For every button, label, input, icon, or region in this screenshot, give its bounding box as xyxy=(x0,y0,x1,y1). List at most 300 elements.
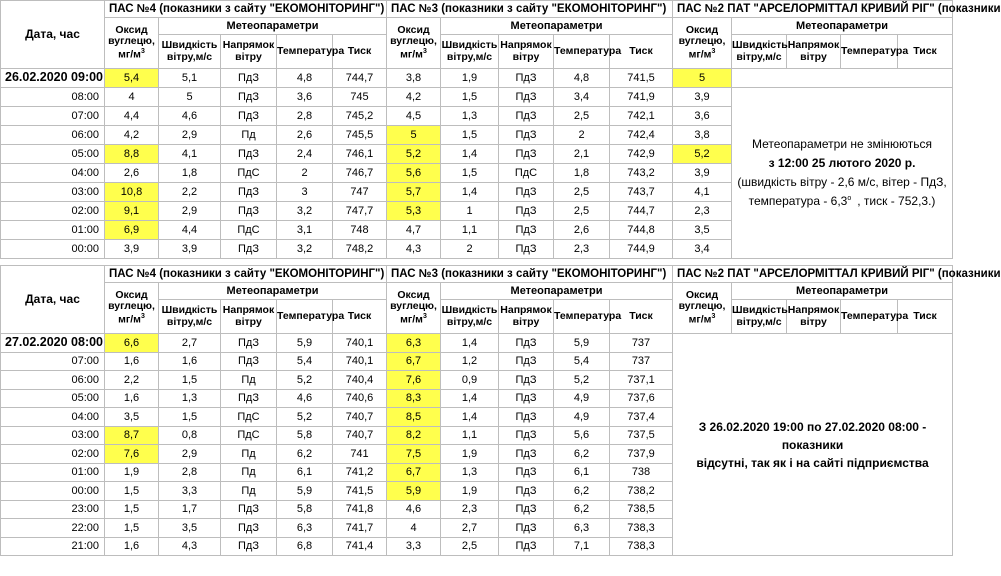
pas3-co-value: 5 xyxy=(387,126,441,145)
pas2-header: ПАС №2 ПАТ "АРСЕЛОРМІТТАЛ КРИВИЙ РІГ" (показники xyxy=(673,1,953,18)
co-header: Оксид вуглецю, $мг/м^3$ xyxy=(673,18,732,69)
pas3-co-value: 5,3 xyxy=(387,202,441,221)
pas4-co-value: 4,4 xyxy=(105,107,159,126)
row-datetime: 06:00 xyxy=(1,371,105,390)
co-header: Оксид вуглецю, $мг/м^3$ xyxy=(105,283,159,334)
pas4-wind-dir-value: ПдС xyxy=(221,164,277,183)
pas3-pressure-value: 738,3 xyxy=(610,537,673,556)
pas4-pressure-value: 741,8 xyxy=(333,500,387,519)
pas3-pressure-value: 737,1 xyxy=(610,371,673,390)
pas4-wind-dir-value: Пд xyxy=(221,126,277,145)
pas4-wind-speed-value: 4,3 xyxy=(159,537,221,556)
pas4-pressure-value: 740,6 xyxy=(333,389,387,408)
pressure-header: Тиск xyxy=(333,300,387,334)
note-line: Метеопараметри не змінюються xyxy=(752,136,933,151)
pas4-temp-value: 6,8 xyxy=(277,537,333,556)
meteo-header: Метеопараметри xyxy=(441,283,673,300)
pas4-temp-value: 3,2 xyxy=(277,202,333,221)
pas4-pressure-value: 747 xyxy=(333,183,387,202)
pressure-header: Тиск xyxy=(333,35,387,69)
pas3-co-value: 8,3 xyxy=(387,389,441,408)
co-header: Оксид вуглецю, $мг/м^3$ xyxy=(105,18,159,69)
pas3-pressure-value: 737 xyxy=(610,334,673,353)
meteo-header: Метеопараметри xyxy=(732,283,953,300)
pas4-pressure-value: 741,4 xyxy=(333,537,387,556)
pas2-co-value: 3,8 xyxy=(673,126,732,145)
pas4-wind-dir-value: ПдЗ xyxy=(221,88,277,107)
pas4-temp-value: 5,9 xyxy=(277,482,333,501)
pas4-temp-value: 2,4 xyxy=(277,145,333,164)
pas4-co-value: 1,6 xyxy=(105,537,159,556)
pas3-wind-dir-value: ПдЗ xyxy=(499,408,554,427)
date-header: Дата, час xyxy=(1,1,105,69)
pas3-pressure-value: 738,2 xyxy=(610,482,673,501)
pas3-wind-dir-value: ПдЗ xyxy=(499,500,554,519)
table-row xyxy=(1,334,953,353)
pas2-co-value: 5,2 xyxy=(673,145,732,164)
pas4-wind-dir-value: ПдЗ xyxy=(221,183,277,202)
pas3-temp-value: 4,9 xyxy=(554,408,610,427)
pas3-pressure-value: 742,9 xyxy=(610,145,673,164)
row-datetime: 07:00 xyxy=(1,107,105,126)
pas3-temp-value: 6,2 xyxy=(554,482,610,501)
pas3-wind-speed-value: 1,5 xyxy=(441,126,499,145)
pas4-wind-speed-value: 3,5 xyxy=(159,519,221,538)
pas3-co-value: 4,5 xyxy=(387,107,441,126)
pas3-temp-value: 2,5 xyxy=(554,107,610,126)
pas4-temp-value: 5,2 xyxy=(277,408,333,427)
row-datetime: 22:00 xyxy=(1,519,105,538)
row-datetime: 05:00 xyxy=(1,145,105,164)
pas3-wind-dir-value: ПдЗ xyxy=(499,221,554,240)
date-header: Дата, час xyxy=(1,266,105,334)
pas4-wind-dir-value: Пд xyxy=(221,445,277,464)
pas3-wind-dir-value: ПдЗ xyxy=(499,371,554,390)
pas4-temp-value: 5,8 xyxy=(277,500,333,519)
pas4-wind-speed-value: 3,9 xyxy=(159,240,221,259)
pas3-pressure-value: 741,5 xyxy=(610,69,673,88)
pas4-wind-dir-value: ПдЗ xyxy=(221,500,277,519)
meteo-header: Метеопараметри xyxy=(441,18,673,35)
table-row xyxy=(1,88,953,107)
wind-dir-header: Напрямок вітру xyxy=(221,35,277,69)
row-datetime: 00:00 xyxy=(1,240,105,259)
meteo-header: Метеопараметри xyxy=(159,283,387,300)
wind-dir-header: Напрямок вітру xyxy=(221,300,277,334)
pas2-co-value: 2,3 xyxy=(673,202,732,221)
wind-speed-header: Швидкість вітру,м/с xyxy=(159,300,221,334)
pas4-pressure-value: 741,2 xyxy=(333,463,387,482)
temp-header: Температура xyxy=(841,35,898,69)
pas3-co-value: 5,6 xyxy=(387,164,441,183)
pas3-wind-dir-value: ПдЗ xyxy=(499,352,554,371)
pas2-co-value: 3,4 xyxy=(673,240,732,259)
pas4-wind-speed-value: 2,9 xyxy=(159,445,221,464)
pas3-header: ПАС №3 (показники з сайту "ЕКОМОНІТОРИНГ") xyxy=(387,266,673,283)
pas3-co-value: 4,7 xyxy=(387,221,441,240)
pas4-wind-speed-value: 1,5 xyxy=(159,371,221,390)
row-datetime: 02:00 xyxy=(1,445,105,464)
pas3-wind-dir-value: ПдЗ xyxy=(499,145,554,164)
pas4-pressure-value: 740,4 xyxy=(333,371,387,390)
pas4-temp-value: 6,3 xyxy=(277,519,333,538)
pas3-pressure-value: 742,4 xyxy=(610,126,673,145)
note-line: З 26.02.2020 19:00 по 27.02.2020 08:00 - показники xyxy=(698,419,927,452)
pas4-wind-dir-value: Пд xyxy=(221,482,277,501)
pas4-pressure-value: 745,2 xyxy=(333,107,387,126)
pas3-wind-dir-value: ПдЗ xyxy=(499,69,554,88)
pas3-pressure-value: 742,1 xyxy=(610,107,673,126)
pas4-temp-value: 3,1 xyxy=(277,221,333,240)
pas4-temp-value: 6,2 xyxy=(277,445,333,464)
pas3-temp-value: 5,4 xyxy=(554,352,610,371)
pas3-co-value: 7,5 xyxy=(387,445,441,464)
pas4-wind-speed-value: 2,9 xyxy=(159,126,221,145)
pas3-pressure-value: 738 xyxy=(610,463,673,482)
pas4-wind-speed-value: 4,4 xyxy=(159,221,221,240)
pas3-wind-dir-value: ПдЗ xyxy=(499,126,554,145)
pas4-wind-speed-value: 1,5 xyxy=(159,408,221,427)
pas3-co-value: 4 xyxy=(387,519,441,538)
pas4-co-value: 1,5 xyxy=(105,519,159,538)
pas4-temp-value: 2 xyxy=(277,164,333,183)
pas3-pressure-value: 737,5 xyxy=(610,426,673,445)
pas4-wind-dir-value: ПдЗ xyxy=(221,69,277,88)
pas3-temp-value: 2,5 xyxy=(554,183,610,202)
pas4-co-value: 8,8 xyxy=(105,145,159,164)
pas4-wind-dir-value: ПдЗ xyxy=(221,389,277,408)
wind-speed-header: Швидкість вітру,м/с xyxy=(441,35,499,69)
pas4-temp-value: 4,6 xyxy=(277,389,333,408)
pas3-temp-value: 3,4 xyxy=(554,88,610,107)
table-block-2 xyxy=(0,265,1001,556)
pas3-wind-speed-value: 1,5 xyxy=(441,88,499,107)
pas2-co-value: 3,6 xyxy=(673,107,732,126)
pas3-wind-speed-value: 1,9 xyxy=(441,482,499,501)
pas3-pressure-value: 737,9 xyxy=(610,445,673,464)
pas3-co-value: 5,7 xyxy=(387,183,441,202)
pas3-co-value: 6,7 xyxy=(387,352,441,371)
pas3-pressure-value: 743,2 xyxy=(610,164,673,183)
pas4-co-value: 9,1 xyxy=(105,202,159,221)
pas2-co-value: 5 xyxy=(673,69,732,88)
pas3-co-value: 5,9 xyxy=(387,482,441,501)
pas3-co-value: 8,2 xyxy=(387,426,441,445)
pressure-header: Тиск xyxy=(610,300,673,334)
pas4-wind-speed-value: 1,3 xyxy=(159,389,221,408)
pressure-header: Тиск xyxy=(610,35,673,69)
pas4-wind-speed-value: 5,1 xyxy=(159,69,221,88)
note-line: (швидкість вітру - 2,6 м/с, вітер - ПдЗ, xyxy=(737,175,947,189)
pas3-wind-dir-value: ПдЗ xyxy=(499,88,554,107)
pas3-pressure-value: 738,3 xyxy=(610,519,673,538)
pas3-temp-value: 6,3 xyxy=(554,519,610,538)
row-datetime: 06:00 xyxy=(1,126,105,145)
row-datetime: 05:00 xyxy=(1,389,105,408)
pas4-wind-speed-value: 2,9 xyxy=(159,202,221,221)
note-line: з 12:00 25 лютого 2020 р. xyxy=(768,155,916,170)
pas3-temp-value: 2,5 xyxy=(554,202,610,221)
pas3-wind-dir-value: ПдЗ xyxy=(499,482,554,501)
pas3-wind-dir-value: ПдЗ xyxy=(499,463,554,482)
pas4-wind-speed-value: 2,2 xyxy=(159,183,221,202)
temp-header: Температура xyxy=(841,300,898,334)
pas3-temp-value: 1,8 xyxy=(554,164,610,183)
wind-speed-header: Швидкість вітру,м/с xyxy=(441,300,499,334)
pas4-wind-dir-value: ПдЗ xyxy=(221,240,277,259)
pas3-wind-speed-value: 0,9 xyxy=(441,371,499,390)
row-datetime: 02:00 xyxy=(1,202,105,221)
wind-dir-header: Напрямок вітру xyxy=(499,35,554,69)
pas4-co-value: 3,9 xyxy=(105,240,159,259)
pas3-temp-value: 7,1 xyxy=(554,537,610,556)
pas3-pressure-value: 744,9 xyxy=(610,240,673,259)
row-datetime: 03:00 xyxy=(1,426,105,445)
pas3-header: ПАС №3 (показники з сайту "ЕКОМОНІТОРИНГ") xyxy=(387,1,673,18)
pas4-co-value: 6,9 xyxy=(105,221,159,240)
pas3-wind-speed-value: 1,4 xyxy=(441,408,499,427)
wind-dir-header: Напрямок вітру xyxy=(499,300,554,334)
pas3-wind-dir-value: ПдЗ xyxy=(499,389,554,408)
note-line: відсутні, так як і на сайті підприємства xyxy=(696,455,929,470)
pas4-temp-value: 3,6 xyxy=(277,88,333,107)
missing-data-note xyxy=(673,334,953,556)
pas4-temp-value: 5,2 xyxy=(277,371,333,390)
co-header: Оксид вуглецю, $мг/м^3$ xyxy=(387,18,441,69)
pas3-co-value: 6,3 xyxy=(387,334,441,353)
pas4-wind-dir-value: ПдЗ xyxy=(221,519,277,538)
wind-dir-header: Напрямок вітру xyxy=(787,300,841,334)
pas3-wind-dir-value: ПдЗ xyxy=(499,445,554,464)
pas4-pressure-value: 748,2 xyxy=(333,240,387,259)
meteo-header: Метеопараметри xyxy=(159,18,387,35)
row-datetime: 23:00 xyxy=(1,500,105,519)
pas4-wind-dir-value: Пд xyxy=(221,463,277,482)
pas4-temp-value: 6,1 xyxy=(277,463,333,482)
pas3-wind-speed-value: 1,4 xyxy=(441,183,499,202)
pas4-temp-value: 4,8 xyxy=(277,69,333,88)
pas4-wind-speed-value: 1,8 xyxy=(159,164,221,183)
pas4-wind-dir-value: ПдЗ xyxy=(221,334,277,353)
pas4-co-value: 6,6 xyxy=(105,334,159,353)
pas2-empty-meteo xyxy=(732,69,953,88)
wind-dir-header: Напрямок вітру xyxy=(787,35,841,69)
pas3-temp-value: 6,2 xyxy=(554,500,610,519)
pas3-wind-dir-value: ПдЗ xyxy=(499,202,554,221)
pas4-wind-dir-value: ПдЗ xyxy=(221,537,277,556)
pas4-wind-speed-value: 4,6 xyxy=(159,107,221,126)
pas3-temp-value: 5,9 xyxy=(554,334,610,353)
wind-speed-header: Швидкість вітру,м/с xyxy=(159,35,221,69)
temp-header: Температура xyxy=(554,35,610,69)
pas4-co-value: 4 xyxy=(105,88,159,107)
pas4-co-value: 10,8 xyxy=(105,183,159,202)
pas3-wind-dir-value: ПдЗ xyxy=(499,334,554,353)
pas3-wind-speed-value: 1,4 xyxy=(441,334,499,353)
pas3-wind-speed-value: 1,2 xyxy=(441,352,499,371)
pas3-wind-dir-value: ПдС xyxy=(499,164,554,183)
note-line: температура - $6,3^о$ , тиск - 752,3.) xyxy=(748,194,936,209)
row-datetime: 03:00 xyxy=(1,183,105,202)
pas4-wind-speed-value: 3,3 xyxy=(159,482,221,501)
pas4-pressure-value: 745 xyxy=(333,88,387,107)
pressure-header: Тиск xyxy=(898,35,953,69)
pas3-temp-value: 5,2 xyxy=(554,371,610,390)
pas3-wind-speed-value: 1,1 xyxy=(441,221,499,240)
pas3-wind-speed-value: 1,9 xyxy=(441,445,499,464)
pas4-co-value: 1,5 xyxy=(105,500,159,519)
pas3-wind-speed-value: 1,1 xyxy=(441,426,499,445)
pas2-header: ПАС №2 ПАТ "АРСЕЛОРМІТТАЛ КРИВИЙ РІГ" (показники xyxy=(673,266,953,283)
pas4-co-value: 3,5 xyxy=(105,408,159,427)
block-2-rows xyxy=(1,334,953,556)
pas4-co-value: 1,9 xyxy=(105,463,159,482)
pas3-pressure-value: 744,7 xyxy=(610,202,673,221)
row-datetime: 04:00 xyxy=(1,408,105,427)
row-datetime: 27.02.2020 08:00 xyxy=(1,334,105,353)
pas3-temp-value: 4,9 xyxy=(554,389,610,408)
pas3-wind-dir-value: ПдЗ xyxy=(499,537,554,556)
pas4-pressure-value: 746,7 xyxy=(333,164,387,183)
pas3-wind-speed-value: 2 xyxy=(441,240,499,259)
co-header: Оксид вуглецю, $мг/м^3$ xyxy=(387,283,441,334)
pas4-wind-dir-value: ПдС xyxy=(221,408,277,427)
pas4-pressure-value: 748 xyxy=(333,221,387,240)
pas4-wind-dir-value: ПдЗ xyxy=(221,202,277,221)
row-datetime: 26.02.2020 09:00 xyxy=(1,69,105,88)
pas3-co-value: 3,3 xyxy=(387,537,441,556)
pas4-wind-dir-value: ПдЗ xyxy=(221,107,277,126)
pas4-co-value: 1,5 xyxy=(105,482,159,501)
pas4-temp-value: 2,8 xyxy=(277,107,333,126)
pas3-temp-value: 5,6 xyxy=(554,426,610,445)
pas3-temp-value: 2,1 xyxy=(554,145,610,164)
pas3-wind-speed-value: 1,4 xyxy=(441,145,499,164)
row-datetime: 01:00 xyxy=(1,221,105,240)
pressure-header: Тиск xyxy=(898,300,953,334)
pas3-wind-speed-value: 1,3 xyxy=(441,107,499,126)
pas4-co-value: 8,7 xyxy=(105,426,159,445)
row-datetime: 00:00 xyxy=(1,482,105,501)
pas4-temp-value: 5,9 xyxy=(277,334,333,353)
pas4-pressure-value: 741 xyxy=(333,445,387,464)
pas4-wind-speed-value: 1,6 xyxy=(159,352,221,371)
pas2-co-value: 3,9 xyxy=(673,164,732,183)
pas3-co-value: 6,7 xyxy=(387,463,441,482)
pas4-wind-dir-value: ПдС xyxy=(221,426,277,445)
pas3-temp-value: 2,3 xyxy=(554,240,610,259)
pas3-wind-speed-value: 1 xyxy=(441,202,499,221)
pas3-co-value: 4,3 xyxy=(387,240,441,259)
pas4-temp-value: 3 xyxy=(277,183,333,202)
row-datetime: 04:00 xyxy=(1,164,105,183)
pas3-wind-speed-value: 2,5 xyxy=(441,537,499,556)
pas3-wind-dir-value: ПдЗ xyxy=(499,183,554,202)
pas3-co-value: 5,2 xyxy=(387,145,441,164)
pas3-pressure-value: 741,9 xyxy=(610,88,673,107)
pas3-temp-value: 6,1 xyxy=(554,463,610,482)
wind-speed-header: Швидкість вітру,м/с xyxy=(732,35,787,69)
block-1-rows xyxy=(1,69,953,259)
pas4-co-value: 7,6 xyxy=(105,445,159,464)
pas4-wind-speed-value: 2,8 xyxy=(159,463,221,482)
table-row xyxy=(1,69,953,88)
row-datetime: 01:00 xyxy=(1,463,105,482)
temp-header: Температура xyxy=(554,300,610,334)
temp-header: Температура xyxy=(277,35,333,69)
pas3-co-value: 8,5 xyxy=(387,408,441,427)
row-datetime: 08:00 xyxy=(1,88,105,107)
pas4-pressure-value: 740,7 xyxy=(333,408,387,427)
pas3-wind-speed-value: 1,5 xyxy=(441,164,499,183)
pas3-wind-speed-value: 1,4 xyxy=(441,389,499,408)
pas3-temp-value: 2 xyxy=(554,126,610,145)
pas3-co-value: 7,6 xyxy=(387,371,441,390)
row-datetime: 07:00 xyxy=(1,352,105,371)
pas3-co-value: 3,8 xyxy=(387,69,441,88)
pas3-wind-speed-value: 1,9 xyxy=(441,69,499,88)
pas3-co-value: 4,2 xyxy=(387,88,441,107)
pas4-pressure-value: 741,5 xyxy=(333,482,387,501)
row-datetime: 21:00 xyxy=(1,537,105,556)
pas3-wind-dir-value: ПдЗ xyxy=(499,519,554,538)
pas4-pressure-value: 745,5 xyxy=(333,126,387,145)
table-block-1 xyxy=(0,0,1001,259)
pas4-temp-value: 5,4 xyxy=(277,352,333,371)
pas4-pressure-value: 740,1 xyxy=(333,334,387,353)
pas4-pressure-value: 744,7 xyxy=(333,69,387,88)
pas4-wind-speed-value: 5 xyxy=(159,88,221,107)
pas4-header: ПАС №4 (показники з сайту "ЕКОМОНІТОРИНГ") xyxy=(105,1,387,18)
pas4-pressure-value: 747,7 xyxy=(333,202,387,221)
pas3-pressure-value: 743,7 xyxy=(610,183,673,202)
pas4-co-value: 4,2 xyxy=(105,126,159,145)
pas4-temp-value: 3,2 xyxy=(277,240,333,259)
pas3-temp-value: 2,6 xyxy=(554,221,610,240)
pas3-pressure-value: 737,4 xyxy=(610,408,673,427)
pas4-wind-dir-value: ПдС xyxy=(221,221,277,240)
pas3-pressure-value: 738,5 xyxy=(610,500,673,519)
pas4-wind-dir-value: ПдЗ xyxy=(221,145,277,164)
pas4-pressure-value: 746,1 xyxy=(333,145,387,164)
pas4-pressure-value: 740,1 xyxy=(333,352,387,371)
pas4-wind-speed-value: 4,1 xyxy=(159,145,221,164)
pas4-wind-speed-value: 1,7 xyxy=(159,500,221,519)
co-header: Оксид вуглецю, $мг/м^3$ xyxy=(673,283,732,334)
pas4-header: ПАС №4 (показники з сайту "ЕКОМОНІТОРИНГ") xyxy=(105,266,387,283)
pas4-wind-speed-value: 0,8 xyxy=(159,426,221,445)
pas3-co-value: 4,6 xyxy=(387,500,441,519)
pas4-wind-dir-value: ПдЗ xyxy=(221,352,277,371)
pas2-co-value: 4,1 xyxy=(673,183,732,202)
pas4-co-value: 2,2 xyxy=(105,371,159,390)
pas4-temp-value: 5,8 xyxy=(277,426,333,445)
meteo-note xyxy=(732,88,953,259)
pas4-co-value: 2,6 xyxy=(105,164,159,183)
pas4-co-value: 1,6 xyxy=(105,389,159,408)
pas4-pressure-value: 740,7 xyxy=(333,426,387,445)
pas4-pressure-value: 741,7 xyxy=(333,519,387,538)
pas3-pressure-value: 737,6 xyxy=(610,389,673,408)
pas4-wind-dir-value: Пд xyxy=(221,371,277,390)
pas4-co-value: 1,6 xyxy=(105,352,159,371)
pas3-temp-value: 4,8 xyxy=(554,69,610,88)
pas3-wind-speed-value: 1,3 xyxy=(441,463,499,482)
wind-speed-header: Швидкість вітру,м/с xyxy=(732,300,787,334)
pas3-pressure-value: 744,8 xyxy=(610,221,673,240)
pas3-wind-dir-value: ПдЗ xyxy=(499,240,554,259)
pas3-wind-speed-value: 2,3 xyxy=(441,500,499,519)
